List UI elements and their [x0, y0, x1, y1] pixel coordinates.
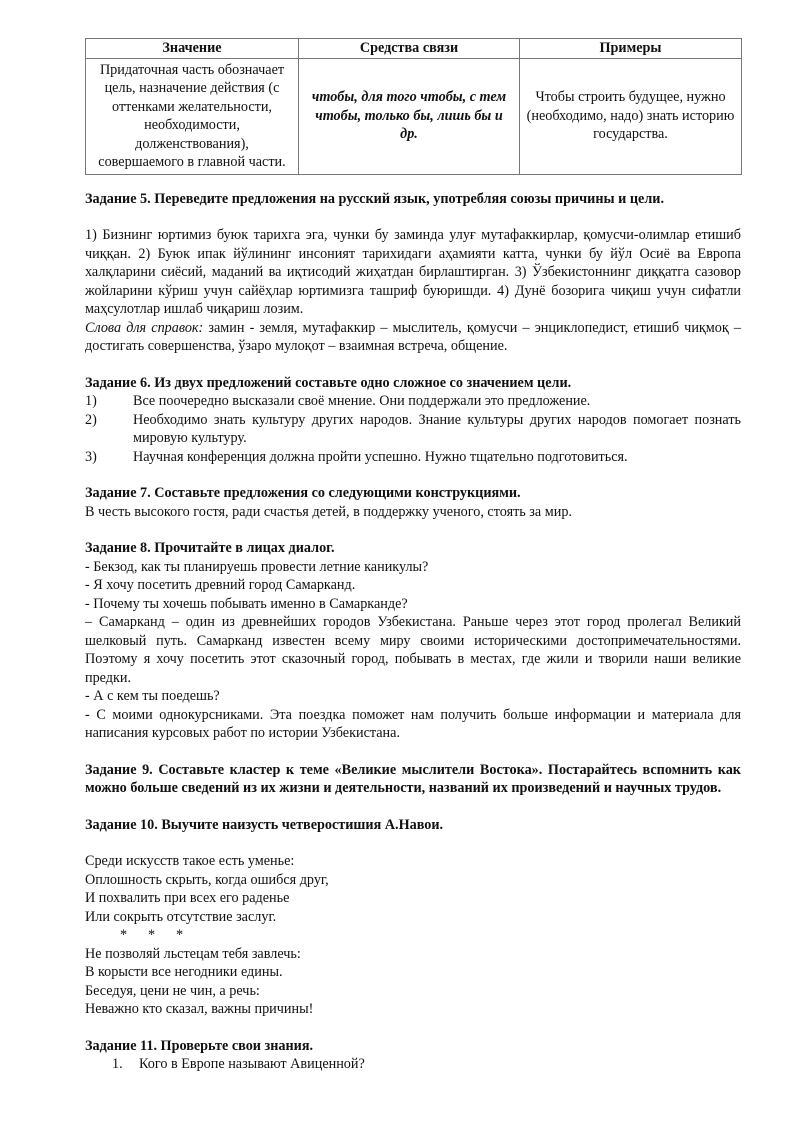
- dialog-line: - А с кем ты поедешь?: [85, 688, 220, 704]
- header-means: Средства связи: [299, 39, 520, 59]
- star: *: [120, 927, 128, 943]
- task5-title: Задание 5. Переведите предложения на русский язык, употребляя союзы причины и цели.: [85, 190, 665, 207]
- poem-line: Среди искусств такое есть уменье:: [85, 853, 295, 869]
- task8-title: Задание 8. Прочитайте в лицах диалог.: [85, 540, 335, 556]
- poem-line: И похвалить при всех его раденье: [85, 890, 290, 906]
- list-item: [85, 411, 741, 448]
- poem-line: Неважно кто сказал, важны причины!: [85, 1001, 314, 1017]
- dialog-line: - Я хочу посетить древний город Самарканд.: [85, 577, 356, 593]
- task9-title: Задание 9. Составьте кластер к теме «Великие мыслители Востока». Постарайтесь вспомнить как можно больше сведений из их жизни и деятельности, названий их произведений и научных трудов.: [85, 761, 741, 796]
- poem-line: В корысти все негодники едины.: [85, 964, 283, 980]
- dialog-line: - С моими однокурсниками. Эта поездка поможет нам получить больше информации и материала для написания курсовых работ по истории Узбекистана.: [85, 706, 741, 741]
- poem: [85, 852, 741, 1019]
- poem-line: Или сокрыть отсутствие заслуг.: [85, 908, 277, 925]
- cell-means: чтобы, для того чтобы, с тем чтобы, только бы, лишь бы и др.: [299, 58, 520, 174]
- stanza-separator: [85, 926, 741, 945]
- task6-title: Задание 6. Из двух предложений составьте одно сложное со значением цели.: [85, 374, 572, 391]
- cell-meaning: Придаточная часть обозначает цель, назначение действия (с оттенками желательности, необходимости, долженствования), совершаемого в главной части.: [86, 58, 299, 174]
- poem-line: Оплошность скрыть, когда ошибся друг,: [85, 871, 329, 888]
- star: *: [176, 927, 184, 943]
- cell-example: Чтобы строить будущее, нужно (необходимо, надо) знать историю государства.: [520, 58, 742, 174]
- star: *: [148, 927, 156, 943]
- item-number: 2): [85, 411, 97, 428]
- dialog-line: - Почему ты хочешь побывать именно в Самарканде?: [85, 595, 408, 612]
- table-header-row: [86, 39, 742, 59]
- list-item: [85, 448, 741, 467]
- task5-hint: [85, 319, 741, 356]
- task5-text: 1) Бизнинг юртимиз буюк тарихга эга, чунки бу заминда улуғ мутафаккирлар, қомусчи-олимлар етишиб чиққан. 2) Буюк ипак йўлининг инсоният тарихидаги аҳамияти катта, чунки бу йўл Осиё ва Европа халқларини сиёсий, маданий ва иқтисодий жиҳатдан бирлаштирган. 3) Ўзбекистоннинг диққатга сазовор жойларини кўриш учун сайёҳлар юртимизга ташриф буюришди. 4) Дунё бозорига чиқиш учун сифатли маҳсулотлар ишлаб чиқариш лозим.: [85, 227, 741, 317]
- dialog-line: – Самарканд – один из древнейших городов Узбекистана. Раньше через этот город пролегал Великий шелковый путь. Самарканд известен всему миру своими историческими достопримечательностями. Поэтому я хочу посетить этот сказочный город, побывать в местах, где жили и творили наши великие предки.: [85, 614, 741, 686]
- list-item: [85, 1055, 741, 1074]
- dialog-line: - Бекзод, как ты планируешь провести летние каникулы?: [85, 558, 429, 575]
- purpose-clause-table: [85, 38, 742, 175]
- poem-line: Беседуя, цени не чин, а речь:: [85, 982, 260, 999]
- table-row: [86, 58, 742, 174]
- item-text: Кого в Европе называют Авиценной?: [139, 1056, 365, 1072]
- list-item: [85, 392, 741, 411]
- item-number: 1): [85, 393, 97, 409]
- poem-line: Не позволяй льстецам тебя завлечь:: [85, 945, 301, 962]
- task7-title: Задание 7. Составьте предложения со следующими конструкциями.: [85, 485, 521, 501]
- task7-text: В честь высокого гостя, ради счастья детей, в поддержку ученого, стоять за мир.: [85, 503, 572, 520]
- document-page: [85, 38, 741, 1074]
- item-text: Все поочередно высказали своё мнение. Они поддержали это предложение.: [133, 393, 591, 409]
- header-meaning: Значение: [86, 39, 299, 59]
- item-text: Необходимо знать культуру других народов. Знание культуры других народов помогает познать мировую культуру.: [133, 411, 741, 446]
- hint-text: замин - земля, мутафаккир – мыслитель, қомусчи – энциклопедист, етишиб чиқмоқ – достигать совершенства, ўзаро мулоқот – взаимная встреча, общение.: [85, 319, 741, 354]
- task10-title: Задание 10. Выучите наизусть четверостишия А.Навои.: [85, 816, 444, 833]
- header-examples: Примеры: [520, 39, 742, 59]
- item-number: 1.: [112, 1056, 123, 1072]
- hint-label: Слова для справок:: [85, 319, 204, 336]
- item-number: 3): [85, 448, 97, 465]
- task11-title: Задание 11. Проверьте свои знания.: [85, 1037, 314, 1054]
- item-text: Научная конференция должна пройти успешно. Нужно тщательно подготовиться.: [133, 448, 628, 465]
